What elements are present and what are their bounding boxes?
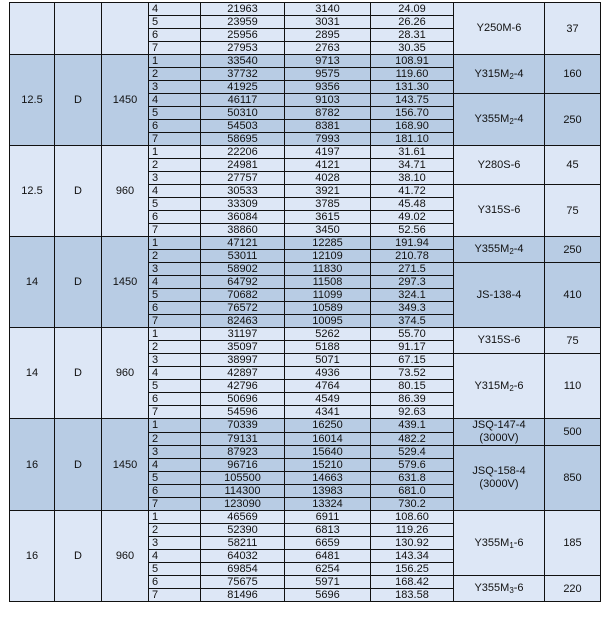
shaft-power-cell: 34.71 <box>371 159 454 172</box>
row-number-cell: 5 <box>149 289 201 302</box>
table-row <box>10 146 601 159</box>
pressure-cell: 3140 <box>285 3 371 16</box>
row-number-cell: 5 <box>149 16 201 29</box>
row-number-cell: 7 <box>149 498 201 511</box>
motor-model-name <box>478 159 521 171</box>
speed-cell: 960 <box>102 146 149 237</box>
pressure-cell: 2763 <box>285 42 371 55</box>
diameter-cell: 14 <box>10 328 55 419</box>
flow-cell: 87923 <box>201 446 285 459</box>
motor-power-cell: 500 <box>545 419 601 446</box>
shaft-power-cell: 324.1 <box>371 289 454 302</box>
motor-model-cell <box>454 354 545 419</box>
row-number-cell: 4 <box>149 185 201 198</box>
row-number-cell: 4 <box>149 459 201 472</box>
diameter-cell: 14 <box>10 237 55 328</box>
shaft-power-cell: 49.02 <box>371 211 454 224</box>
motor-power-cell: 160 <box>545 55 601 94</box>
flow-cell: 64032 <box>201 550 285 563</box>
flow-cell: 30533 <box>201 185 285 198</box>
shaft-power-cell: 130.92 <box>371 537 454 550</box>
shaft-power-cell: 191.94 <box>371 237 454 250</box>
shaft-power-cell: 183.58 <box>371 589 454 602</box>
speed-cell: 1450 <box>102 237 149 328</box>
pressure-cell: 6813 <box>285 524 371 537</box>
pressure-cell: 2895 <box>285 29 371 42</box>
diameter-cell: 12.5 <box>10 55 55 146</box>
shaft-power-cell: 26.26 <box>371 16 454 29</box>
flow-cell: 37732 <box>201 68 285 81</box>
row-number-cell: 4 <box>149 276 201 289</box>
speed-cell: 960 <box>102 511 149 602</box>
row-number-cell: 7 <box>149 42 201 55</box>
motor-model-name <box>472 419 525 431</box>
row-number-cell: 5 <box>149 380 201 393</box>
type-cell: D <box>55 328 102 419</box>
motor-model-name <box>474 380 523 392</box>
shaft-power-cell: 482.2 <box>371 432 454 446</box>
pressure-cell: 12285 <box>285 237 371 250</box>
motor-model-name <box>474 582 523 594</box>
pressure-cell: 4197 <box>285 146 371 159</box>
flow-cell: 53011 <box>201 250 285 263</box>
flow-cell: 27757 <box>201 172 285 185</box>
pressure-cell: 9103 <box>285 94 371 107</box>
motor-model-subscript: 2 <box>509 383 514 393</box>
row-number-cell: 6 <box>149 211 201 224</box>
row-number-cell: 1 <box>149 146 201 159</box>
row-number-cell: 7 <box>149 315 201 328</box>
shaft-power-cell: 156.25 <box>371 563 454 576</box>
row-number-cell: 2 <box>149 341 201 354</box>
flow-cell: 69854 <box>201 563 285 576</box>
flow-cell: 25956 <box>201 29 285 42</box>
shaft-power-cell: 31.61 <box>371 146 454 159</box>
motor-model-cell <box>454 511 545 576</box>
motor-model-name <box>474 243 523 255</box>
pressure-cell: 4121 <box>285 159 371 172</box>
flow-cell: 21963 <box>201 3 285 16</box>
flow-cell: 70682 <box>201 289 285 302</box>
flow-cell: 70339 <box>201 419 285 433</box>
flow-cell: 42897 <box>201 367 285 380</box>
row-number-cell: 2 <box>149 159 201 172</box>
row-number-cell: 2 <box>149 250 201 263</box>
type-cell <box>55 3 102 55</box>
row-number-cell: 3 <box>149 446 201 459</box>
flow-cell: 33309 <box>201 198 285 211</box>
flow-cell: 58902 <box>201 263 285 276</box>
flow-cell: 36084 <box>201 211 285 224</box>
row-number-cell: 1 <box>149 328 201 341</box>
pressure-cell: 5188 <box>285 341 371 354</box>
motor-model-cell <box>454 263 545 328</box>
motor-model-name <box>478 334 521 346</box>
row-number-cell: 3 <box>149 537 201 550</box>
row-number-cell: 6 <box>149 576 201 589</box>
pressure-cell: 8782 <box>285 107 371 120</box>
pressure-cell: 6911 <box>285 511 371 524</box>
motor-model-base: Y315S-6 <box>477 334 521 346</box>
row-number-cell: 2 <box>149 432 201 446</box>
motor-model-cell <box>454 237 545 263</box>
motor-model-suffix: -6 <box>513 582 524 594</box>
motor-model-base: Y315M <box>474 67 510 80</box>
motor-model-name <box>477 289 522 301</box>
shaft-power-cell: 38.10 <box>371 172 454 185</box>
motor-model-subscript: 2 <box>509 247 514 256</box>
motor-model-suffix: -4 <box>513 67 524 80</box>
motor-model-cell <box>454 576 545 602</box>
pressure-cell: 6659 <box>285 537 371 550</box>
flow-cell: 50696 <box>201 393 285 406</box>
flow-cell: 54503 <box>201 120 285 133</box>
flow-cell: 114300 <box>201 485 285 498</box>
row-number-cell: 2 <box>149 68 201 81</box>
pressure-cell: 11830 <box>285 263 371 276</box>
pressure-cell: 9356 <box>285 81 371 94</box>
motor-power-cell: 410 <box>545 263 601 328</box>
motor-power-cell: 250 <box>545 94 601 146</box>
shaft-power-cell: 86.39 <box>371 393 454 406</box>
row-number-cell: 1 <box>149 511 201 524</box>
row-number-cell: 6 <box>149 302 201 315</box>
shaft-power-cell: 24.09 <box>371 3 454 16</box>
motor-model-name <box>472 465 525 477</box>
motor-model-suffix: -4 <box>513 113 524 125</box>
motor-model-base: Y315M <box>474 379 510 392</box>
motor-model-suffix: -6 <box>513 536 524 549</box>
motor-model-cell <box>454 3 545 55</box>
pressure-cell: 16014 <box>285 432 371 446</box>
row-number-cell: 1 <box>149 237 201 250</box>
flow-cell: 27953 <box>201 42 285 55</box>
shaft-power-cell: 168.90 <box>371 120 454 133</box>
pressure-cell: 6481 <box>285 550 371 563</box>
shaft-power-cell: 579.6 <box>371 459 454 472</box>
row-number-cell: 7 <box>149 224 201 237</box>
flow-cell: 58695 <box>201 133 285 146</box>
motor-model-base: JS-138-4 <box>476 288 522 301</box>
shaft-power-cell: 271.5 <box>371 263 454 276</box>
shaft-power-cell: 119.60 <box>371 68 454 81</box>
motor-model-base: JSQ-147-4 <box>472 419 526 431</box>
pressure-cell: 4549 <box>285 393 371 406</box>
pressure-cell: 13324 <box>285 498 371 511</box>
row-number-cell: 1 <box>149 55 201 68</box>
flow-cell: 50310 <box>201 107 285 120</box>
motor-power-cell: 110 <box>545 354 601 419</box>
flow-cell: 105500 <box>201 472 285 485</box>
shaft-power-cell: 119.26 <box>371 524 454 537</box>
motor-model-subscript: 3 <box>509 586 514 595</box>
flow-cell: 23959 <box>201 16 285 29</box>
shaft-power-cell: 91.17 <box>371 341 454 354</box>
table-body <box>10 3 601 602</box>
motor-model-base: JSQ-158-4 <box>472 465 526 477</box>
flow-cell: 33540 <box>201 55 285 68</box>
motor-model-suffix: -6 <box>513 379 524 392</box>
row-number-cell: 6 <box>149 485 201 498</box>
pressure-cell: 3031 <box>285 16 371 29</box>
motor-model-base: Y355M <box>474 536 510 549</box>
motor-model-cell <box>454 185 545 237</box>
flow-cell: 52390 <box>201 524 285 537</box>
shaft-power-cell: 52.56 <box>371 224 454 237</box>
type-cell: D <box>55 511 102 602</box>
row-number-cell: 2 <box>149 524 201 537</box>
diameter-cell: 16 <box>10 419 55 511</box>
pressure-cell: 10589 <box>285 302 371 315</box>
pressure-cell: 3450 <box>285 224 371 237</box>
row-number-cell: 3 <box>149 263 201 276</box>
shaft-power-cell: 681.0 <box>371 485 454 498</box>
motor-model-base: Y355M <box>474 113 510 125</box>
pressure-cell: 5262 <box>285 328 371 341</box>
row-number-cell: 3 <box>149 172 201 185</box>
motor-model-base: Y355M <box>474 243 510 255</box>
shaft-power-cell: 181.10 <box>371 133 454 146</box>
row-number-cell: 5 <box>149 472 201 485</box>
diameter-cell <box>10 3 55 55</box>
shaft-power-cell: 41.72 <box>371 185 454 198</box>
pressure-cell: 5971 <box>285 576 371 589</box>
pressure-cell: 11508 <box>285 276 371 289</box>
shaft-power-cell: 374.5 <box>371 315 454 328</box>
motor-power-cell: 75 <box>545 328 601 354</box>
shaft-power-cell: 349.3 <box>371 302 454 315</box>
row-number-cell: 3 <box>149 354 201 367</box>
fan-performance-table <box>9 2 601 602</box>
row-number-cell: 5 <box>149 107 201 120</box>
motor-model-name <box>477 22 522 34</box>
speed-cell: 960 <box>102 328 149 419</box>
diameter-cell: 12.5 <box>10 146 55 237</box>
motor-power-cell: 250 <box>545 237 601 263</box>
row-number-cell: 4 <box>149 367 201 380</box>
shaft-power-cell: 80.15 <box>371 380 454 393</box>
flow-cell: 82463 <box>201 315 285 328</box>
shaft-power-cell: 108.60 <box>371 511 454 524</box>
shaft-power-cell: 73.52 <box>371 367 454 380</box>
flow-cell: 46569 <box>201 511 285 524</box>
row-number-cell: 5 <box>149 198 201 211</box>
pressure-cell: 3785 <box>285 198 371 211</box>
pressure-cell: 3615 <box>285 211 371 224</box>
table-row <box>10 328 601 341</box>
spec-table-wrapper <box>9 2 601 602</box>
row-number-cell: 4 <box>149 550 201 563</box>
motor-model-name <box>478 204 521 216</box>
motor-model-base: Y250M-6 <box>476 22 522 34</box>
row-number-cell: 4 <box>149 3 201 16</box>
flow-cell: 47121 <box>201 237 285 250</box>
shaft-power-cell: 730.2 <box>371 498 454 511</box>
pressure-cell: 4028 <box>285 172 371 185</box>
pressure-cell: 11099 <box>285 289 371 302</box>
pressure-cell: 13983 <box>285 485 371 498</box>
motor-model-cell <box>454 94 545 146</box>
motor-model-cell <box>454 328 545 354</box>
flow-cell: 38860 <box>201 224 285 237</box>
type-cell: D <box>55 419 102 511</box>
motor-voltage-note: (3000V) <box>479 432 519 444</box>
pressure-cell: 4341 <box>285 406 371 419</box>
pressure-cell: 15210 <box>285 459 371 472</box>
shaft-power-cell: 28.31 <box>371 29 454 42</box>
pressure-cell: 10095 <box>285 315 371 328</box>
shaft-power-cell: 143.75 <box>371 94 454 107</box>
shaft-power-cell: 55.70 <box>371 328 454 341</box>
motor-power-cell: 850 <box>545 446 601 511</box>
flow-cell: 35097 <box>201 341 285 354</box>
table-row <box>10 55 601 68</box>
motor-model-name <box>474 68 523 80</box>
motor-model-base: Y280S-6 <box>477 158 521 171</box>
motor-power-cell: 185 <box>545 511 601 576</box>
shaft-power-cell: 108.91 <box>371 55 454 68</box>
type-cell: D <box>55 146 102 237</box>
row-number-cell: 6 <box>149 29 201 42</box>
pressure-cell: 14663 <box>285 472 371 485</box>
flow-cell: 58211 <box>201 537 285 550</box>
motor-model-base: Y355M <box>474 582 510 594</box>
row-number-cell: 7 <box>149 133 201 146</box>
shaft-power-cell: 156.70 <box>371 107 454 120</box>
flow-cell: 46117 <box>201 94 285 107</box>
motor-model-name <box>474 537 523 549</box>
motor-model-base: Y315S-6 <box>477 204 521 216</box>
pressure-cell: 5696 <box>285 589 371 602</box>
pressure-cell: 8381 <box>285 120 371 133</box>
table-row <box>10 3 601 16</box>
flow-cell: 81496 <box>201 589 285 602</box>
shaft-power-cell: 529.4 <box>371 446 454 459</box>
row-number-cell: 1 <box>149 419 201 433</box>
flow-cell: 123090 <box>201 498 285 511</box>
motor-model-name <box>474 113 523 125</box>
shaft-power-cell: 67.15 <box>371 354 454 367</box>
pressure-cell: 9575 <box>285 68 371 81</box>
motor-power-cell: 37 <box>545 3 601 55</box>
motor-model-cell <box>454 419 545 446</box>
pressure-cell: 3921 <box>285 185 371 198</box>
motor-model-subscript: 1 <box>509 540 514 550</box>
flow-cell: 31197 <box>201 328 285 341</box>
type-cell: D <box>55 237 102 328</box>
flow-cell: 38997 <box>201 354 285 367</box>
flow-cell: 79131 <box>201 432 285 446</box>
shaft-power-cell: 131.30 <box>371 81 454 94</box>
shaft-power-cell: 631.8 <box>371 472 454 485</box>
pressure-cell: 7993 <box>285 133 371 146</box>
pressure-cell: 6254 <box>285 563 371 576</box>
row-number-cell: 3 <box>149 81 201 94</box>
flow-cell: 22206 <box>201 146 285 159</box>
speed-cell: 1450 <box>102 55 149 146</box>
motor-model-cell <box>454 146 545 185</box>
row-number-cell: 7 <box>149 406 201 419</box>
motor-power-cell: 45 <box>545 146 601 185</box>
shaft-power-cell: 439.1 <box>371 419 454 433</box>
pressure-cell: 15640 <box>285 446 371 459</box>
type-cell: D <box>55 55 102 146</box>
motor-model-subscript: 2 <box>509 117 514 126</box>
flow-cell: 75675 <box>201 576 285 589</box>
pressure-cell: 16250 <box>285 419 371 433</box>
flow-cell: 42796 <box>201 380 285 393</box>
row-number-cell: 5 <box>149 563 201 576</box>
flow-cell: 24981 <box>201 159 285 172</box>
pressure-cell: 9713 <box>285 55 371 68</box>
shaft-power-cell: 92.63 <box>371 406 454 419</box>
motor-power-cell: 220 <box>545 576 601 602</box>
flow-cell: 64792 <box>201 276 285 289</box>
shaft-power-cell: 210.78 <box>371 250 454 263</box>
shaft-power-cell: 45.48 <box>371 198 454 211</box>
pressure-cell: 5071 <box>285 354 371 367</box>
flow-cell: 76572 <box>201 302 285 315</box>
speed-cell <box>102 3 149 55</box>
flow-cell: 96716 <box>201 459 285 472</box>
shaft-power-cell: 297.3 <box>371 276 454 289</box>
row-number-cell: 6 <box>149 393 201 406</box>
row-number-cell: 4 <box>149 94 201 107</box>
table-row <box>10 511 601 524</box>
pressure-cell: 12109 <box>285 250 371 263</box>
table-row <box>10 237 601 250</box>
motor-model-cell <box>454 446 545 511</box>
pressure-cell: 4936 <box>285 367 371 380</box>
diameter-cell: 16 <box>10 511 55 602</box>
pressure-cell: 4764 <box>285 380 371 393</box>
motor-model-suffix: -4 <box>513 243 524 255</box>
flow-cell: 54596 <box>201 406 285 419</box>
row-number-cell: 6 <box>149 120 201 133</box>
speed-cell: 1450 <box>102 419 149 511</box>
shaft-power-cell: 168.42 <box>371 576 454 589</box>
table-row <box>10 419 601 433</box>
shaft-power-cell: 143.34 <box>371 550 454 563</box>
flow-cell: 41925 <box>201 81 285 94</box>
shaft-power-cell: 30.35 <box>371 42 454 55</box>
motor-model-cell <box>454 55 545 94</box>
motor-voltage-note: (3000V) <box>479 478 519 490</box>
row-number-cell: 7 <box>149 589 201 602</box>
motor-power-cell: 75 <box>545 185 601 237</box>
motor-model-subscript: 2 <box>509 71 514 81</box>
